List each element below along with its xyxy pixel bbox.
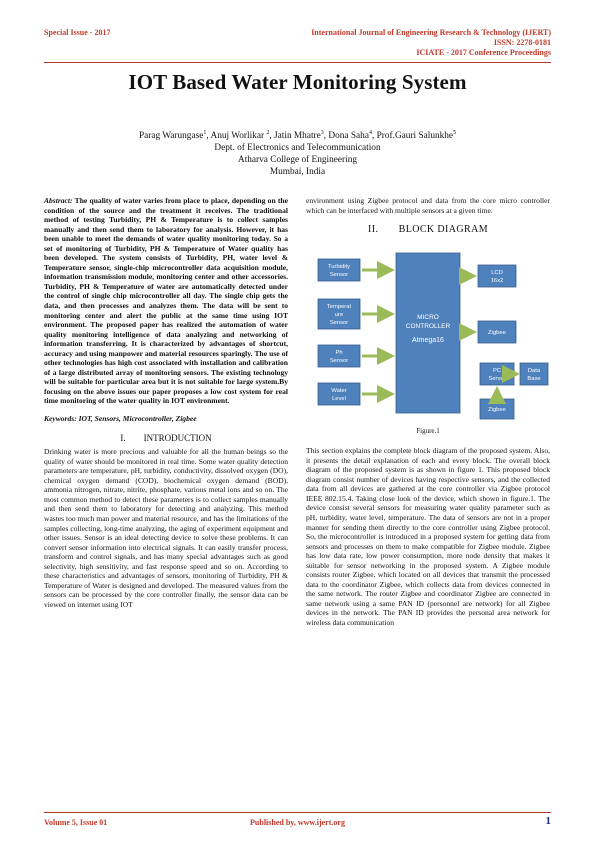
db-label-2: Base (527, 375, 541, 382)
introduction-text: Drinking water is more precious and valuable for all the human beings so the quality of water should be monitored in real time. Some water quality detection parameters are temperature, pH, turbidity, conductivity, dissolved oxygen (DO), chemical oxygen demand (COD), biochemical oxygen demand (BOD), ammonia nitrogen, nitrate, nitrite, phosphate, various metal ions and so on. The most common method to detect these parameters is to collect samples manually and then send them to laboratory for detecting and analyzing. This method wastes too much man power and material resource, and has the limitations of the samples collecting, long-time analyzing, the aging of experiment equipment and other issues. Sensor is an ideal detecting device to solve these problems. It can convert sensor information into electrical signals. It can easily transfer process, transform and control signals, and has many special advantages such as good selectivity, high sensitivity, and fast response speed and so on. According to these characteristics and advantages of sensors, monitoring of Turbidity, PH & Temperature of Water is designed and developed. The measured values from the sensors can be processed by the core controller finally, the sensor data can be viewed on internet using IOT (44, 447, 288, 609)
author-name: Parag Warungase (138, 131, 204, 142)
author-sup: 2 (266, 130, 270, 136)
right-column (306, 196, 550, 628)
ph-label-2: Sensor (329, 357, 349, 364)
footer-volume: Volume 5, Issue 01 (44, 818, 108, 827)
temperature-sensor-block (318, 299, 360, 329)
section-heading-introduction: I. INTRODUCTION (120, 432, 212, 443)
zigbee-coordinator-block (480, 399, 514, 419)
keywords (44, 414, 288, 424)
header-journal (311, 28, 551, 58)
page-number: 1 (545, 815, 551, 827)
abstract-label: Abstract: (44, 196, 73, 205)
author-sup: 1 (203, 130, 207, 136)
block-diagram-svg (306, 243, 550, 423)
database-block (520, 363, 548, 385)
author-name: Anuj Worlikar (210, 131, 265, 142)
affiliation-city: Mumbai, India (269, 167, 326, 178)
water-level-block (318, 383, 360, 405)
turbidity-label-1: Turbidity (327, 263, 351, 270)
issn: ISSN: 2278-0181 (493, 38, 551, 47)
turbidity-sensor-block (318, 259, 360, 281)
author-name: Jatin Mhatre (274, 131, 321, 142)
author-block (0, 127, 595, 178)
author-name: Dona Saha (328, 131, 369, 142)
keywords-label: Keywords: (44, 414, 77, 424)
author-sup: 5 (453, 130, 457, 136)
keywords-text: IOT, Sensors, Microcontroller, Zigbee (78, 414, 197, 424)
header-divider (44, 62, 551, 63)
header-issue: Special Issue - 2017 (44, 28, 111, 37)
water-label-1: Water (331, 387, 347, 394)
block-diagram (306, 243, 550, 423)
zigbee2-label: Zigbee (488, 406, 506, 413)
author-sup: 4 (368, 130, 372, 136)
conference: ICIATE - 2017 Conference Proceedings (416, 48, 551, 57)
affiliation-dept: Dept. of Electronics and Telecommunication (214, 143, 381, 154)
figure-caption: Figure.1 (416, 426, 440, 435)
db-label-1: Data (527, 367, 541, 374)
pc-label-2: Server (488, 375, 506, 382)
turbidity-label-2: Sensor (329, 271, 349, 278)
abstract-text: The quality of water varies from place to place, depending on the condition of the source and the treatment it receives. The traditional method of testing Turbidity, PH & Temperature is to collect samples manually and then send them to laboratory for analysis. However, it has been unable to meet the demands of water quality monitoring today. So a set of monitoring of Turbidity, PH & Temperature of Water quality has been developed. The system consists of Turbidity, PH, water level & Temperature sensor, single-chip microcontroller data acquisition module, information transmission module, monitoring center and other accessories. Turbidity, PH & Temperature of water are automatically detected under the control of single chip microcontroller all day. The single chip gets the data, and then processes and analyzes them. The data will be sent to monitoring center and alert the public at the same time using IOT environment. The proposed paper has realized the automation of water quality monitoring intelligence of data analyzing and networking of information transferring. It is characterized by advantages of shortcut, accuracy and using manpower and material resources sparingly. The use of other technologies has high cost associated with installation and calibration of a large distributed array of monitoring sensors. The existing technology will be suitable for particular area but it is not suitable for large system.By focusing on the above issues our paper proposes a low cost system for real time monitoring of the water quality in IOT environment. (44, 196, 288, 406)
microcontroller-block (396, 253, 460, 413)
water-label-2: Level (332, 395, 346, 402)
lcd-label-1: LCD (491, 269, 503, 276)
paper-title: IOT Based Water Monitoring System (128, 70, 467, 94)
left-column (44, 196, 288, 609)
mcu-chip-label: Atmega16 (412, 336, 444, 344)
author-name: Prof.Gauri Salunkhe (376, 131, 454, 142)
zigbee1-label: Zigbee (488, 329, 506, 336)
lcd-label-2: 16x2 (490, 277, 504, 284)
journal-name: International Journal of Engineering Research & Technology (IJERT) (311, 28, 551, 37)
ph-label-1: Ph (335, 349, 343, 356)
ph-sensor-block (318, 345, 360, 367)
footer-divider (44, 812, 551, 813)
pc-label-1: PC (492, 367, 502, 374)
pc-server-block (480, 363, 514, 385)
affiliation-college: Atharva College of Engineering (237, 155, 357, 166)
zigbee-router-block (478, 321, 516, 343)
temp-label-2: ure (334, 311, 344, 318)
abstract (44, 196, 288, 406)
author-list: Parag Warungase$^1$, Anuj Worlikar $^2$, Jatin Mhatre$^3$, Dona Saha$^4$, Prof.Gauri Salunkhe$^5$ (138, 130, 457, 142)
section-heading-block-diagram: II. BLOCK DIAGRAM (367, 224, 489, 236)
mcu-label-1: MICRO (417, 313, 439, 321)
temp-label-3: Sensor (329, 319, 349, 326)
intro-continued-text: environment using Zigbee protocol and data from the core micro controller which can be interfaced with multiple sensors at a given time. (306, 196, 550, 215)
author-sup: 3 (320, 130, 324, 136)
lcd-block (478, 265, 516, 287)
block-diagram-text: This section explains the complete block diagram of the proposed system. Also, it presents the detail explanation of each and every block. The overall block diagram of the proposed system is as shown in figure 1. This proposed block diagram consist number of devices having respective sensors, and the collected data from all devices are gathered at the core controller via Zigbee protocol IEEE 802.15.4. Taking close look of the device, which shown in figure.1. The device consist several sensors for measuring water quality parameter such as pH, turbidity, water level, temperature. The data of sensors are not in a proper manner for sending them directly to the core controller using Zigbee protocol. So, the microcontroller is introduced in a proposed system for getting data from sensors and processes on them to make compatible for Zigbee module. Zigbee has low data rate, low power consumption, more node density that makes it suitable for sensor networking in the proposed system. A Zigbee module consists router Zigbee, which located on all devices that transmit the processed data to the coordinator Zigbee, which collects data from devices connected in the same network. The router Zigbee and coordinator Zigbee are connected in same network using a same PAN ID (personnel are network) for all Zigbee devices in the network. The PAN ID provides the personal area network for wireless data communication (306, 446, 550, 628)
temp-label-1: Temperat (326, 303, 352, 310)
footer-publisher: Published by, www.ijert.org (250, 818, 345, 827)
mcu-label-2: CONTROLLER (405, 322, 451, 330)
